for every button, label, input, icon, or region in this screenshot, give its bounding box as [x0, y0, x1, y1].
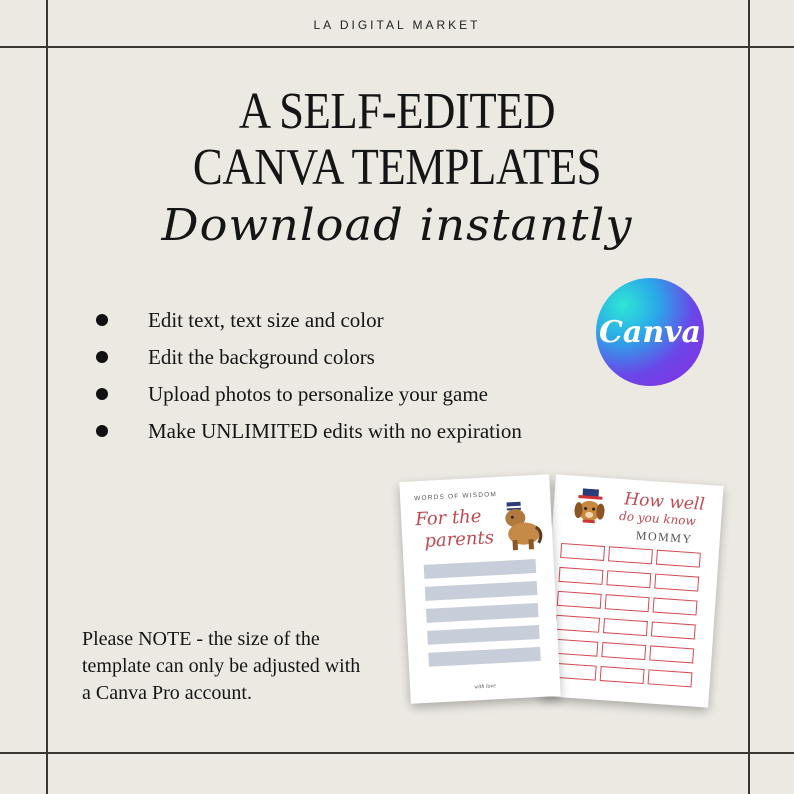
- quiz-title-caps: MOMMY: [635, 528, 694, 547]
- feature-item: [96, 306, 522, 343]
- quiz-answer-box: [558, 567, 603, 585]
- frame-line-bottom: [0, 752, 794, 754]
- canva-logo-icon: [596, 278, 704, 386]
- headline-line-2: CANVA TEMPLATES: [192, 139, 602, 196]
- quiz-answer-box: [555, 615, 600, 633]
- pro-account-note: Please NOTE - the size of the template can only be adjusted with a Canva Pro account.: [82, 628, 361, 704]
- feature-label: Make UNLIMITED edits with no expiration: [148, 419, 522, 443]
- quiz-answer-box: [605, 594, 650, 612]
- quiz-answer-box: [557, 591, 602, 609]
- quiz-answer-box: [653, 598, 698, 616]
- wisdom-footer: with love: [473, 683, 497, 691]
- quiz-answer-box: [651, 621, 696, 639]
- quiz-answer-box: [656, 550, 701, 568]
- quiz-answer-box: [606, 570, 651, 588]
- wisdom-script-line-1: For the: [414, 505, 482, 531]
- template-preview-quiz: [540, 474, 723, 707]
- wisdom-subtitle: WORDS OF WISDOM: [414, 490, 498, 503]
- bullet-icon: [96, 425, 108, 437]
- quiz-answer-box: [600, 666, 645, 684]
- quiz-answer-box: [649, 645, 694, 663]
- bullet-icon: [96, 351, 108, 363]
- writing-line: [427, 625, 540, 645]
- quiz-answer-box: [553, 639, 598, 657]
- frame-line-right: [748, 0, 750, 794]
- quiz-answer-box: [608, 546, 653, 564]
- feature-item: [96, 343, 522, 380]
- quiz-answer-box: [560, 543, 605, 561]
- bullet-icon: [96, 388, 108, 400]
- puppy-illustration-icon: [566, 487, 613, 530]
- brand-name: LA DIGITAL MARKET: [313, 18, 481, 32]
- quiz-answer-box: [603, 618, 648, 636]
- feature-item: [96, 417, 522, 454]
- writing-line: [428, 647, 541, 667]
- frame-line-left: [46, 0, 48, 794]
- feature-item: [96, 380, 522, 417]
- writing-line: [425, 581, 538, 601]
- quiz-answer-box: [601, 642, 646, 660]
- canva-logo-label: Canva: [599, 314, 701, 350]
- headline-line-1: A SELF-EDITED: [238, 83, 556, 140]
- horse-illustration-icon: [494, 497, 545, 553]
- quiz-script-line-2: do you know: [618, 508, 697, 529]
- frame-line-top: [0, 46, 794, 48]
- quiz-answer-box: [648, 669, 693, 687]
- feature-label: Upload photos to personalize your game: [148, 382, 488, 406]
- template-preview-wisdom: [399, 474, 560, 704]
- wisdom-script-line-2: parents: [423, 527, 495, 552]
- headline-script: Download instantly: [161, 200, 633, 251]
- bullet-icon: [96, 314, 108, 326]
- writing-line: [424, 559, 537, 579]
- feature-list: [96, 306, 522, 454]
- writing-line: [426, 603, 539, 623]
- quiz-answer-box: [654, 574, 699, 592]
- feature-label: Edit the background colors: [148, 345, 375, 369]
- feature-label: Edit text, text size and color: [148, 308, 384, 332]
- quiz-script-line-1: How well: [623, 489, 706, 515]
